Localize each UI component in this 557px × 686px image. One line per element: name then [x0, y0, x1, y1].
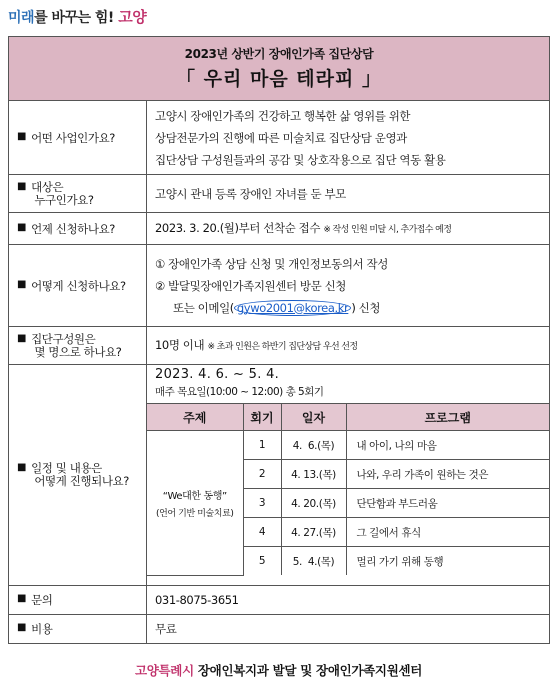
title-header [9, 37, 550, 101]
table-row: 2 4. 13.(목) 나와, 우리 가족이 원하는 것은 [147, 460, 549, 489]
footer [0, 661, 557, 679]
value-target: 고양시 관내 등록 장애인 자녀를 둔 부모 [147, 175, 550, 213]
footer-city: 고양특례시 [134, 663, 194, 678]
value-when: 2023. 3. 20.(월)부터 선착순 접수 ※ 작성 인원 미달 시, 추가접수 예정 [147, 213, 550, 245]
table-row: “We대한 동행” (언어 기반 미술치료) 1 4. 6.(목) 내 아이, 나의 마음 [147, 431, 549, 460]
info-table [8, 36, 550, 644]
bullet-icon: ■ [17, 593, 27, 604]
col-header-date: 일자 [281, 404, 346, 431]
label-how: ■ 어떻게 신청하나요? [9, 245, 147, 327]
label-contact: ■ 문의 [9, 586, 147, 615]
slogan-city: 고양 [118, 8, 147, 26]
bullet-icon: ■ [17, 180, 27, 192]
label-what: ■ 어떤 사업인가요? [9, 101, 147, 175]
col-header-theme: 주제 [147, 404, 243, 431]
slogan [8, 6, 146, 27]
table-row: 5 5. 4.(목) 멀리 가기 위해 동행 [147, 547, 549, 576]
value-schedule [147, 365, 550, 586]
label-members: ■ 집단구성원은 몇 명으로 하나요? [9, 327, 147, 365]
label-fee: ■ 비용 [9, 615, 147, 644]
col-header-program: 프로그램 [346, 404, 549, 431]
header-subtitle: 2023년 상반기 장애인가족 집단상담 [184, 47, 374, 61]
bullet-icon: ■ [17, 462, 27, 473]
program-table [147, 403, 549, 576]
label-target: ■ 대상은 누구인가요? [9, 175, 147, 213]
theme-cell: “We대한 동행” (언어 기반 미술치료) [147, 431, 243, 576]
value-members: 10명 이내 ※ 초과 인원은 하반기 집단상담 우선 선정 [147, 327, 550, 365]
page-title: 「 우리 마음 테라피 」 [176, 68, 382, 90]
email-link[interactable]: gywo2001@korea.kr [234, 300, 351, 316]
members-note: ※ 초과 인원은 하반기 집단상담 우선 선정 [207, 341, 358, 352]
label-when: ■ 언제 신청하나요? [9, 213, 147, 245]
bullet-icon: ■ [17, 332, 27, 344]
label-schedule: ■ 일정 및 내용은 어떻게 진행되나요? [9, 365, 147, 586]
schedule-period: 2023. 4. 6. ~ 5. 4. [155, 367, 280, 382]
bullet-icon: ■ [17, 221, 27, 233]
value-what: 고양시 장애인가족의 건강하고 행복한 삶 영위를 위한 상담전문가의 진행에 따른 미술치료 집단상담 운영과 집단상담 구성원들과의 공감 및 상호작용으로 집단 역동 활용 [147, 101, 550, 175]
slogan-text: 를 바꾸는 힘! [34, 10, 114, 26]
footer-org: 장애인복지과 발달 및 장애인가족지원센터 [193, 663, 423, 678]
when-note: ※ 작성 인원 미달 시, 추가접수 예정 [323, 224, 452, 235]
bullet-icon: ■ [17, 622, 27, 633]
value-how: ① 장애인가족 상담 신청 및 개인정보동의서 작성 ② 발달및장애인가족지원센터 방문 신청 또는 이메일( gywo2001@korea.kr ) 신청 [147, 245, 550, 327]
col-header-session: 회기 [243, 404, 281, 431]
bullet-icon: ■ [17, 278, 27, 290]
table-row: 4 4. 27.(목) 그 길에서 휴식 [147, 518, 549, 547]
bullet-icon: ■ [17, 130, 27, 142]
slogan-future: 미래 [8, 10, 35, 26]
schedule-detail: 매주 목요일(10:00 ~ 12:00) 총 5회기 [155, 386, 324, 398]
value-fee: 무료 [147, 615, 550, 644]
value-contact: 031-8075-3651 [147, 586, 550, 615]
table-row: 3 4. 20.(목) 단단함과 부드러움 [147, 489, 549, 518]
